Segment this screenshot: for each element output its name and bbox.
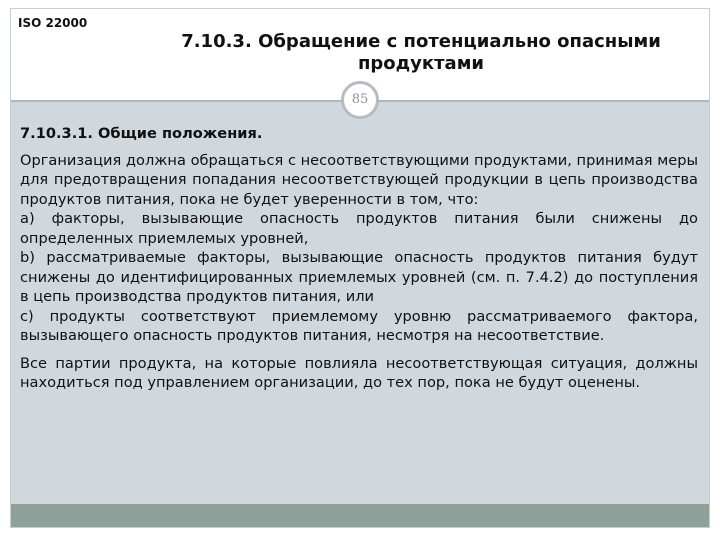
slide-title: 7.10.3. Обращение с потенциально опасными продуктами: [181, 31, 661, 74]
page-number: 85: [351, 92, 369, 107]
list-item-c: c) продукты соответствуют приемлемому уровню рассматриваемого фактора, вызывающего опасность продуктов питания, несмотря на несоответствие.: [20, 307, 698, 344]
body-text: [20, 124, 698, 393]
footer-bar: [10, 504, 710, 528]
list-item-a: a) факторы, вызывающие опасность продуктов питания были снижены до определенных приемлемых уровней,: [20, 210, 698, 247]
paragraph-intro: Организация должна обращаться с несоответствующими продуктами, принимая меры для предотвращения попадания несоответствующей продукции в цепь производства продуктов питания, пока не будет уверенности в том, что:: [20, 151, 698, 208]
standard-tag: ISO 22000: [18, 16, 88, 30]
page-number-badge: [341, 81, 379, 119]
list-item-b: b) рассматриваемые факторы, вызывающие опасность продуктов питания будут снижены до идентифицированных приемлемых уровней (см. п. 7.4.2) до поступления в цепь производства продуктов питания, или: [20, 249, 698, 305]
paragraph-batches: Все партии продукта, на которые повлияла несоответствующая ситуация, должны находиться под управлением организации, до тех пор, пока не будут оценены.: [20, 354, 698, 391]
section-heading: 7.10.3.1. Общие положения.: [20, 125, 263, 142]
